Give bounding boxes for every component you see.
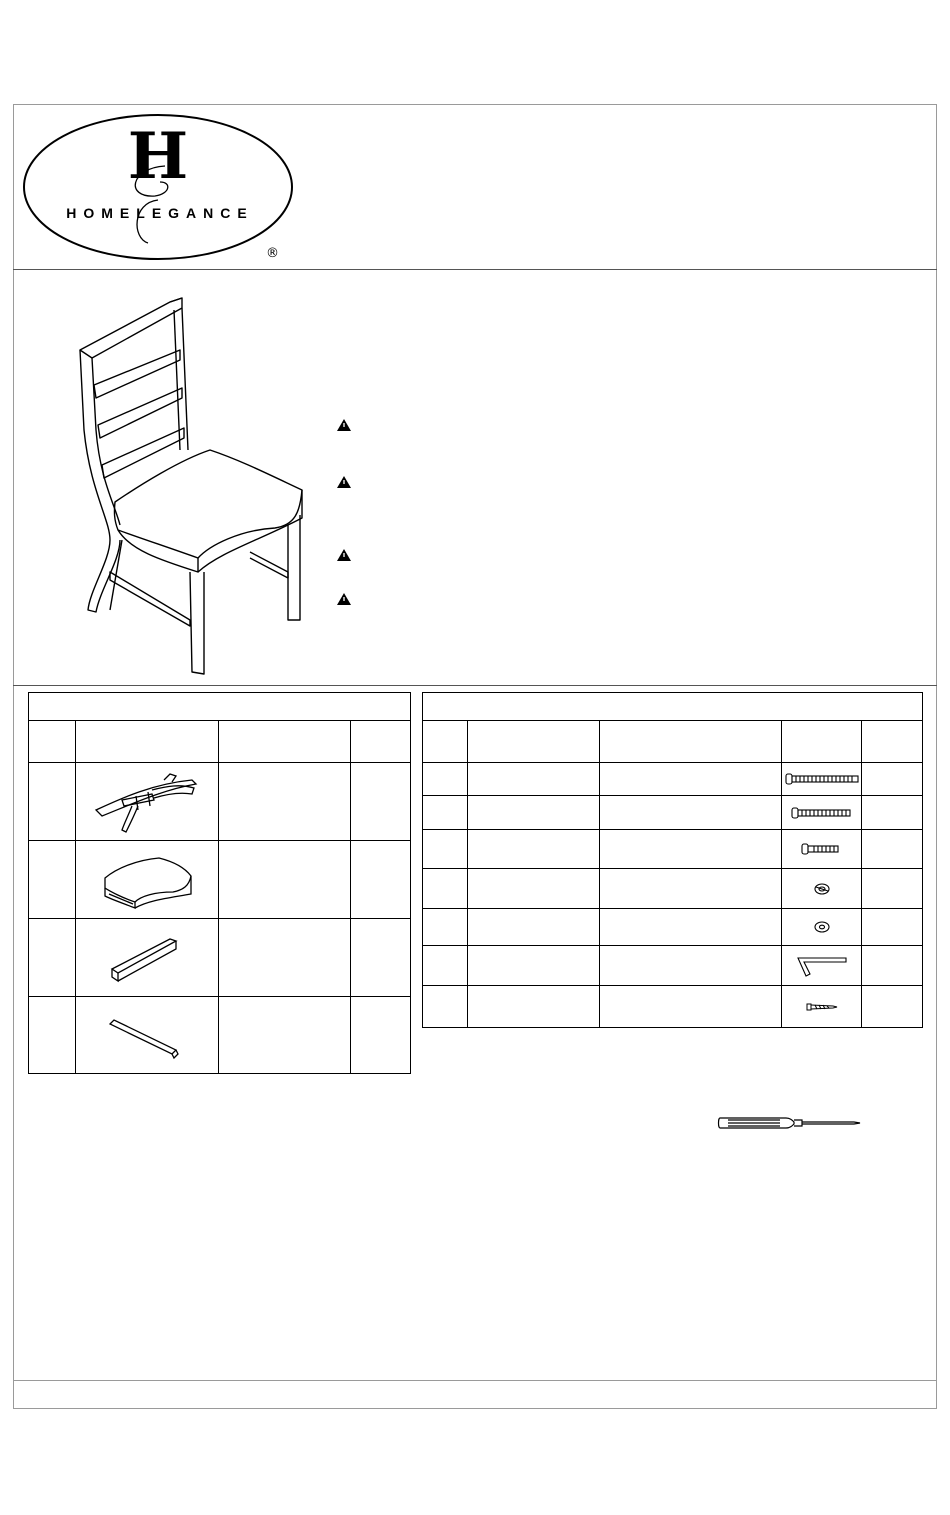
table-row: [423, 869, 923, 909]
table-row: [29, 997, 411, 1074]
hardware-table-title-row: [423, 693, 923, 721]
logo-wordmark: HOMELEGANCE: [66, 205, 254, 221]
table-row: [423, 986, 923, 1028]
hardware-table: [422, 692, 923, 1028]
footer-divider: [13, 1380, 937, 1381]
screwdriver-icon: [716, 1110, 862, 1136]
chair-back-frame-icon: [76, 763, 219, 841]
warning-triangle-icon: [336, 475, 352, 489]
table-row: [29, 841, 411, 919]
hardware-table-header-row: [423, 721, 923, 763]
allen-key-icon: [782, 946, 862, 986]
table-row: [423, 830, 923, 869]
seat-cushion-icon: [76, 841, 219, 919]
rail-square-icon: [76, 919, 219, 997]
registered-mark: ®: [266, 246, 279, 261]
parts-table-title-row: [29, 693, 411, 721]
flat-washer-icon: [782, 909, 862, 946]
hardware-table-title: [423, 693, 923, 721]
table-row: [29, 919, 411, 997]
table-row: [423, 946, 923, 986]
long-bolt-icon: [782, 763, 862, 796]
overview-divider: [13, 685, 937, 686]
short-bolt-icon: [782, 830, 862, 869]
header-divider: [13, 269, 937, 270]
chair-illustration: [70, 290, 320, 680]
parts-table-header-row: [29, 721, 411, 763]
warning-triangle-icon: [336, 548, 352, 562]
logo-letter: H: [127, 119, 189, 194]
homelegance-logo: [20, 108, 300, 268]
table-row: [29, 763, 411, 841]
rail-flat-icon: [76, 997, 219, 1074]
table-row: [423, 796, 923, 830]
table-row: [423, 909, 923, 946]
warning-triangle-icon: [336, 592, 352, 606]
parts-table-title: [29, 693, 411, 721]
table-row: [423, 763, 923, 796]
wood-screw-icon: [782, 986, 862, 1028]
warning-triangle-icon: [336, 418, 352, 432]
lock-washer-icon: [782, 869, 862, 909]
parts-table: [28, 692, 411, 1074]
medium-bolt-icon: [782, 796, 862, 830]
